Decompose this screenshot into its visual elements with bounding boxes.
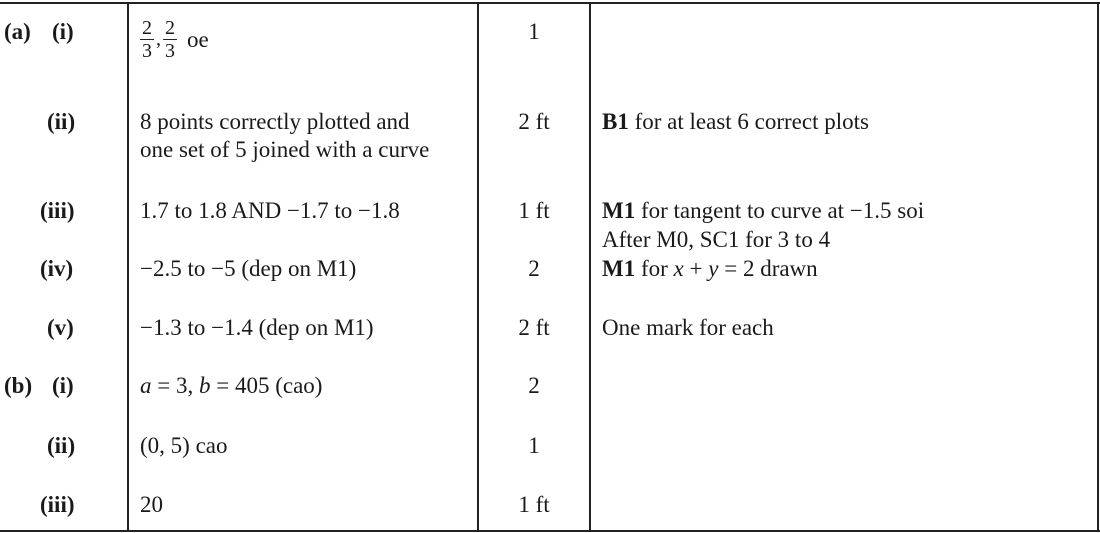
mark-b-i: 2 [528, 373, 540, 398]
table-bottom-border [0, 530, 1100, 532]
note-text: for x + y = 2 drawn [635, 256, 818, 281]
fraction-2-denominator: 3 [165, 40, 175, 62]
note-text: for tangent to curve at −1.5 soi [635, 198, 925, 223]
note-a-ii [602, 108, 869, 135]
sub-label-a-ii: (ii) [47, 109, 76, 134]
answer-a-i [140, 18, 209, 61]
answer-suffix: oe [187, 27, 209, 52]
answer-a-ii-line-2: one set of 5 joined with a curve [140, 137, 430, 162]
answer-b-ii: (0, 5) cao [140, 433, 228, 458]
sub-label-b-iii: (iii) [40, 492, 75, 517]
note-text: for at least 6 correct plots [628, 109, 869, 134]
note-code: B1 [602, 109, 629, 134]
answer-a-iv: −2.5 to −5 (dep on M1) [140, 256, 357, 281]
mark-b-iii: 1 ft [518, 492, 550, 517]
note-a-iii-2: After M0, SC1 for 3 to 4 [602, 227, 831, 252]
fraction-1-denominator: 3 [142, 40, 152, 62]
mark-a-iii: 1 ft [518, 198, 550, 223]
mark-a-v: 2 ft [518, 315, 550, 340]
sub-label-b-i: (i) [52, 373, 74, 398]
column-divider-3 [589, 2, 591, 532]
sub-label-a-iv: (iv) [40, 256, 74, 281]
answer-a-ii-line-1: 8 points correctly plotted and [140, 109, 410, 134]
sub-label-a-v: (v) [47, 315, 74, 340]
table-top-border [0, 2, 1100, 4]
sub-label-b-ii: (ii) [47, 433, 76, 458]
table-right-border [1097, 2, 1099, 532]
mark-b-ii: 1 [528, 433, 540, 458]
note-a-iii-1 [602, 197, 924, 224]
mark-a-ii: 2 ft [518, 109, 550, 134]
mark-a-iv: 2 [528, 256, 540, 281]
answer-b-i: a = 3, b = 405 (cao) [140, 373, 323, 398]
sub-label-a-i: (i) [52, 19, 74, 44]
part-label-a: (a) [4, 19, 31, 44]
answer-a-v: −1.3 to −1.4 (dep on M1) [140, 315, 374, 340]
fraction-separator: , [156, 28, 161, 50]
fraction-1-numerator: 2 [142, 17, 152, 39]
note-code: M1 [602, 198, 636, 223]
fraction-1 [140, 18, 154, 61]
fraction-2 [163, 18, 177, 61]
answer-b-iii: 20 [140, 492, 163, 517]
note-a-v: One mark for each [602, 315, 774, 340]
sub-label-a-iii: (iii) [40, 198, 75, 223]
column-divider-1 [127, 2, 129, 532]
mark-a-i: 1 [528, 19, 540, 44]
note-code: M1 [602, 256, 636, 281]
part-label-b: (b) [4, 373, 33, 398]
fraction-2-numerator: 2 [165, 17, 175, 39]
note-a-iv [602, 255, 818, 282]
answer-a-iii: 1.7 to 1.8 AND −1.7 to −1.8 [140, 198, 400, 223]
